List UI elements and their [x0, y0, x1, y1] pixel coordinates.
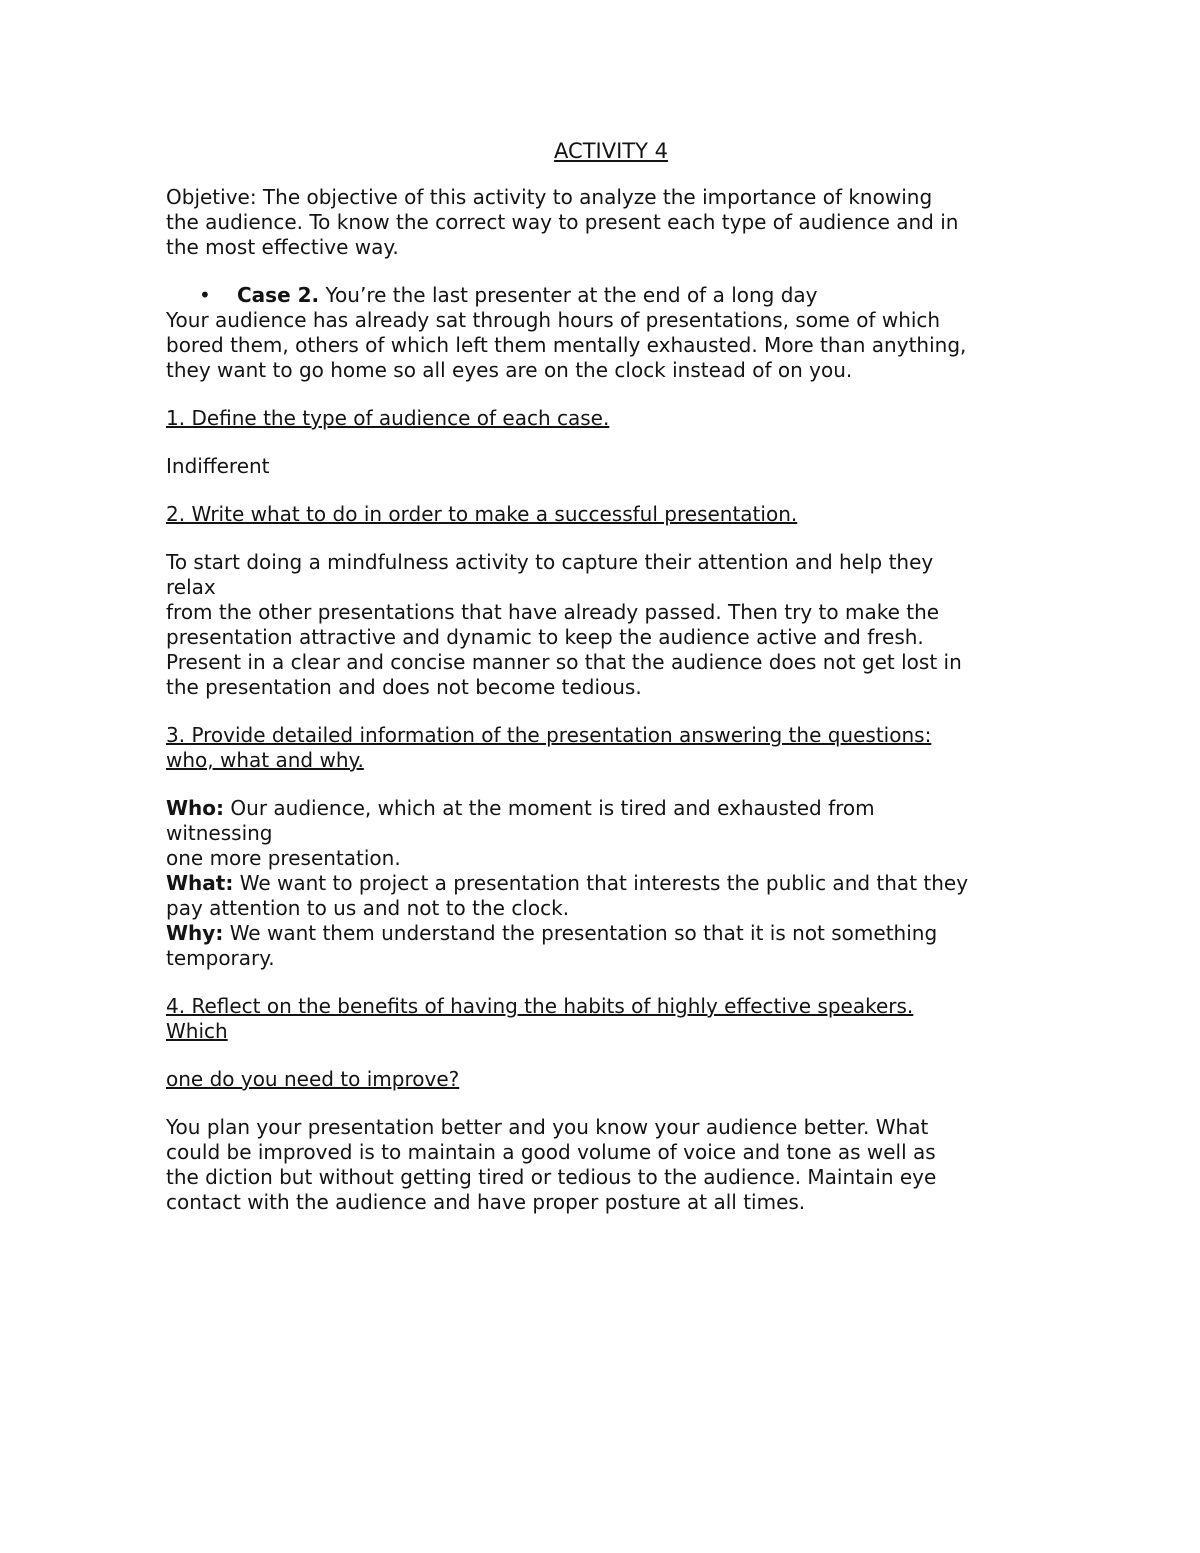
- what-label: What:: [166, 871, 234, 895]
- who-text: Our audience, which at the moment is tired and exhausted from: [224, 796, 875, 820]
- answer-2-line: Present in a clear and concise manner so that the audience does not get lost in: [166, 650, 962, 674]
- why-label: Why:: [166, 921, 224, 945]
- question-2: 2. Write what to do in order to make a successful presentation.: [166, 502, 798, 526]
- answer-2-line: the presentation and does not become tedious.: [166, 675, 642, 699]
- answer-2: [166, 550, 1046, 700]
- question-3-line: who, what and why.: [166, 748, 364, 772]
- bullet-icon: •: [199, 283, 211, 307]
- case-line: they want to go home so all eyes are on the clock instead of on you.: [166, 358, 853, 382]
- question-4-line: Which: [166, 1019, 228, 1043]
- question-3: [166, 723, 1046, 773]
- document-title: ACTIVITY 4: [554, 139, 668, 163]
- case-heading: You’re the last presenter at the end of a long day: [319, 283, 818, 307]
- objective-line: the most effective way.: [166, 235, 399, 259]
- answer-4-line: the diction but without getting tired or tedious to the audience. Maintain eye: [166, 1165, 937, 1189]
- answer-2-line: relax: [166, 575, 216, 599]
- what-text: We want to project a presentation that interests the public and that they: [233, 871, 969, 895]
- why-text: temporary.: [166, 946, 275, 970]
- answer-2-line: presentation attractive and dynamic to keep the audience active and fresh.: [166, 625, 924, 649]
- answer-2-line: To start doing a mindfulness activity to capture their attention and help they: [166, 550, 934, 574]
- what-text: pay attention to us and not to the clock.: [166, 896, 570, 920]
- objective-paragraph: [166, 185, 1046, 260]
- who-label: Who:: [166, 796, 225, 820]
- question-4-continued: one do you need to improve?: [166, 1067, 460, 1091]
- document-body: [166, 138, 1046, 1215]
- answer-3: [166, 796, 1046, 971]
- who-text: one more presentation.: [166, 846, 401, 870]
- why-text: We want them understand the presentation so that it is not something: [223, 921, 938, 945]
- case-label: Case 2.: [237, 283, 320, 307]
- answer-4-line: You plan your presentation better and you know your audience better. What: [166, 1115, 929, 1139]
- question-1: 1. Define the type of audience of each case.: [166, 406, 610, 430]
- who-text: witnessing: [166, 821, 273, 845]
- question-4: [166, 994, 1046, 1044]
- objective-line: the audience. To know the correct way to present each type of audience and in: [166, 210, 959, 234]
- answer-2-line: from the other presentations that have already passed. Then try to make the: [166, 600, 940, 624]
- case-line: Your audience has already sat through hours of presentations, some of which: [166, 308, 941, 332]
- question-4-line: 4. Reflect on the benefits of having the habits of highly effective speakers.: [166, 994, 914, 1018]
- what-line: [166, 871, 1046, 896]
- answer-4: [166, 1115, 1046, 1215]
- who-line: [166, 796, 1046, 821]
- case-line: bored them, others of which left them mentally exhausted. More than anything,: [166, 333, 967, 357]
- why-line: [166, 921, 1046, 946]
- case-bullet-item: [166, 283, 1046, 308]
- answer-4-line: could be improved is to maintain a good volume of voice and tone as well as: [166, 1140, 936, 1164]
- question-3-line: 3. Provide detailed information of the presentation answering the questions:: [166, 723, 932, 747]
- answer-1: Indifferent: [166, 454, 270, 478]
- objective-line: Objetive: The objective of this activity to analyze the importance of knowing: [166, 185, 933, 209]
- case-description: [166, 308, 1046, 383]
- answer-4-line: contact with the audience and have proper posture at all times.: [166, 1190, 806, 1214]
